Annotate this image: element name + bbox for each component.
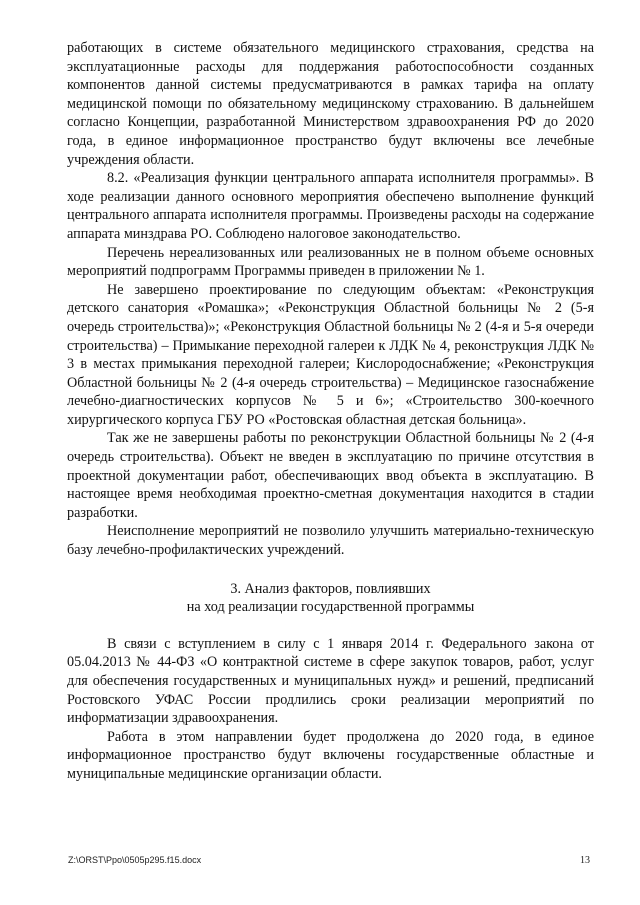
section-heading-line-2: на ход реализации государственной программы bbox=[186, 599, 475, 616]
body-text bbox=[67, 39, 594, 784]
footer-page-number: 13 bbox=[580, 855, 590, 866]
paragraph-8-2: 8.2. «Реализация функции центрального аппарата исполнителя программы». В ходе реализации данного основного мероприятия обеспечено выполнение функций центрального аппарата исполнителя программы. Произведены расходы на содержание аппарата минздрава РО. Соблюдено налоговое законодательство. bbox=[67, 170, 594, 242]
paragraph-nonfulfillment: Неисполнение мероприятий не позволило улучшить материально-техническую базу лечебно-профилактических учреждений. bbox=[67, 523, 594, 559]
paragraph-design-incomplete: Не завершено проектирование по следующим объектам: «Реконструкция детского санатория «Ромашка»; «Реконструкция Областной больницы № 2 (5-я очередь строительства)»; «Реконструкция Областной больницы № 2 (4-я и 5-я очереди строительства) – Примыкание переходной галереи к ЛДК № 4, реконструкция ЛДК № 3 в местах примыкания переходной галереи; Кислородоснабжение; «Реконструкция Областной больницы № 2 (4-я очередь строительства) – Медицинское газоснабжение лечебно-диагностических корпусов № 5 и 6»; «Строительство 300-коечного хирургического корпуса ГБУ РО «Ростовская областная детская больница». bbox=[67, 281, 594, 428]
spacer bbox=[67, 617, 594, 635]
footer-file-path: Z:\ORST\Ppo\0505p295.f15.docx bbox=[68, 855, 202, 865]
paragraph-reconstruction-incomplete: Так же не завершены работы по реконструкции Областной больницы № 2 (4-я очередь строительства). Объект не введен в эксплуатацию по причине отсутствия в проектной документации работ, обеспечивающих ввод объекта в эксплуатацию. В настоящее время необходимая проектно-сметная документация находится в стадии разработки. bbox=[67, 430, 594, 521]
paragraph-federal-law: В связи с вступлением в силу с 1 января 2014 г. Федерального закона от 05.04.2013 № 44-ФЗ «О контрактной системе в сфере закупок товаров, работ, услуг для обеспечения государственных и муниципальных нужд» и решений, предписаний Ростовского УФАС России продлились сроки реализации мероприятий по информатизации здравоохранения. bbox=[67, 635, 594, 727]
section-heading-line-1: 3. Анализ факторов, повлиявших bbox=[230, 580, 431, 597]
spacer bbox=[67, 560, 594, 580]
paragraph-continuation: работающих в системе обязательного медицинского страхования, средства на эксплуатационные расходы для поддержания работоспособности созданных компонентов данной системы предусматриваются в рамках тарифа на оплату медицинской помощи по обязательному медицинскому страхованию. В дальнейшем согласно Концепции, разработанной Министерством здравоохранения РФ до 2020 года, в единое информационное пространство будут включены все лечебные учреждения области. bbox=[67, 40, 594, 168]
paragraph-continuation-2020: Работа в этом направлении будет продолжена до 2020 года, в единое информационное пространство будут включены государственные областные и муниципальные медицинские организации области. bbox=[67, 728, 594, 782]
paragraph-unrealized-list: Перечень нереализованных или реализованных не в полном объеме основных мероприятий подпрограмм Программы приведен в приложении № 1. bbox=[67, 244, 594, 280]
